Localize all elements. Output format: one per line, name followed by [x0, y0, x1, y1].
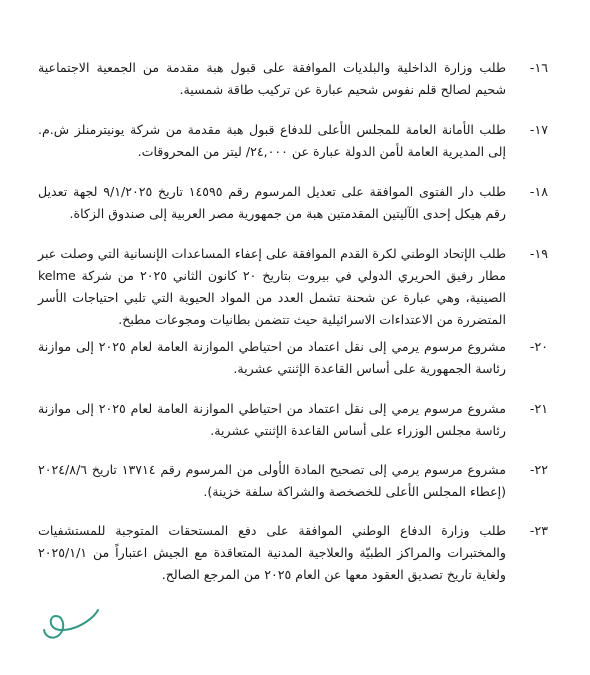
item-text: مشروع مرسوم يرمي إلى نقل اعتماد من احتياطي الموازنة العامة لعام ٢٠٢٥ إلى موازنة رئاسة مجلس الوزراء على أساس القاعدة الإثنتي عشرية.	[38, 401, 506, 438]
item-number: ١٦-	[529, 60, 548, 75]
list-item	[38, 243, 548, 331]
item-number: ١٩-	[529, 246, 548, 261]
item-text: مشروع مرسوم يرمي إلى نقل اعتماد من احتياطي الموازنة العامة لعام ٢٠٢٥ إلى موازنة رئاسة الجمهورية على أساس القاعدة الإثنتي عشرية.	[38, 339, 506, 376]
item-text: طلب وزارة الدفاع الوطني الموافقة على دفع المستحقات المتوجبة للمستشفيات والمختبرات والمراكز الطبيّة والعلاجية المدنية المتعاقدة مع الجيش اعتباراً من ٢٠٢٥/١/١ ولغاية تاريخ تصديق العقود معها عن العام ٢٠٢٥ من المرجع الصالح.	[38, 523, 506, 582]
item-text: طلب دار الفتوى الموافقة على تعديل المرسوم رقم ١٤٥٩٥ تاريخ ٩/١/٢٠٢٥ لجهة تعديل رقم هيكل إحدى الآليتين المقدمتين هبة من جمهورية مصر العربية إلى صندوق الزكاة.	[38, 184, 506, 221]
item-number: ١٧-	[529, 122, 548, 137]
item-text: مشروع مرسوم يرمي إلى تصحيح المادة الأولى من المرسوم رقم ١٣٧١٤ تاريخ ٢٠٢٤/٨/٦ (إعطاء المجلس الأعلى للخصخصة والشراكة سلفة خزينة).	[38, 462, 506, 499]
item-text: طلب الأمانة العامة للمجلس الأعلى للدفاع قبول هبة مقدمة من شركة يونيترمنلز ش.م. إلى المديرية العامة لأمن الدولة عبارة عن ٢٤,٠٠٠/ ليتر من المحروقات.	[38, 122, 506, 159]
item-number: ٢١-	[529, 401, 548, 416]
list-item	[38, 336, 548, 380]
handwritten-signature	[40, 600, 100, 642]
list-item	[38, 119, 548, 163]
list-item	[38, 57, 548, 101]
list-item	[38, 398, 548, 442]
list-item	[38, 520, 548, 586]
item-number: ٢٢-	[529, 462, 548, 477]
item-text: طلب وزارة الداخلية والبلديات الموافقة على قبول هبة مقدمة من الجمعية الاجتماعية شحيم لصالح قلم نفوس شحيم عبارة عن تركيب طاقة شمسية.	[38, 60, 506, 97]
list-item	[38, 459, 548, 503]
item-number: ٢٠-	[529, 339, 548, 354]
item-text: طلب الإتحاد الوطني لكرة القدم الموافقة على إعفاء المساعدات الإنسانية التي وصلت عبر مطار رفيق الحريري الدولي في بيروت بتاريخ ٢٠ كانون الثاني ٢٠٢٥ من شركة kelme الصينية، وهي عبارة عن شحنة تشمل العدد من المواد الحيوية التي تلبي احتياجات الأسر المتضررة من الاعتداءات الاسرائيلية حيث تتضمن بطانيات ومجوعات مطبخ.	[38, 246, 507, 327]
item-number: ٢٣-	[529, 523, 548, 538]
item-number: ١٨-	[529, 184, 548, 199]
list-item	[38, 181, 548, 225]
